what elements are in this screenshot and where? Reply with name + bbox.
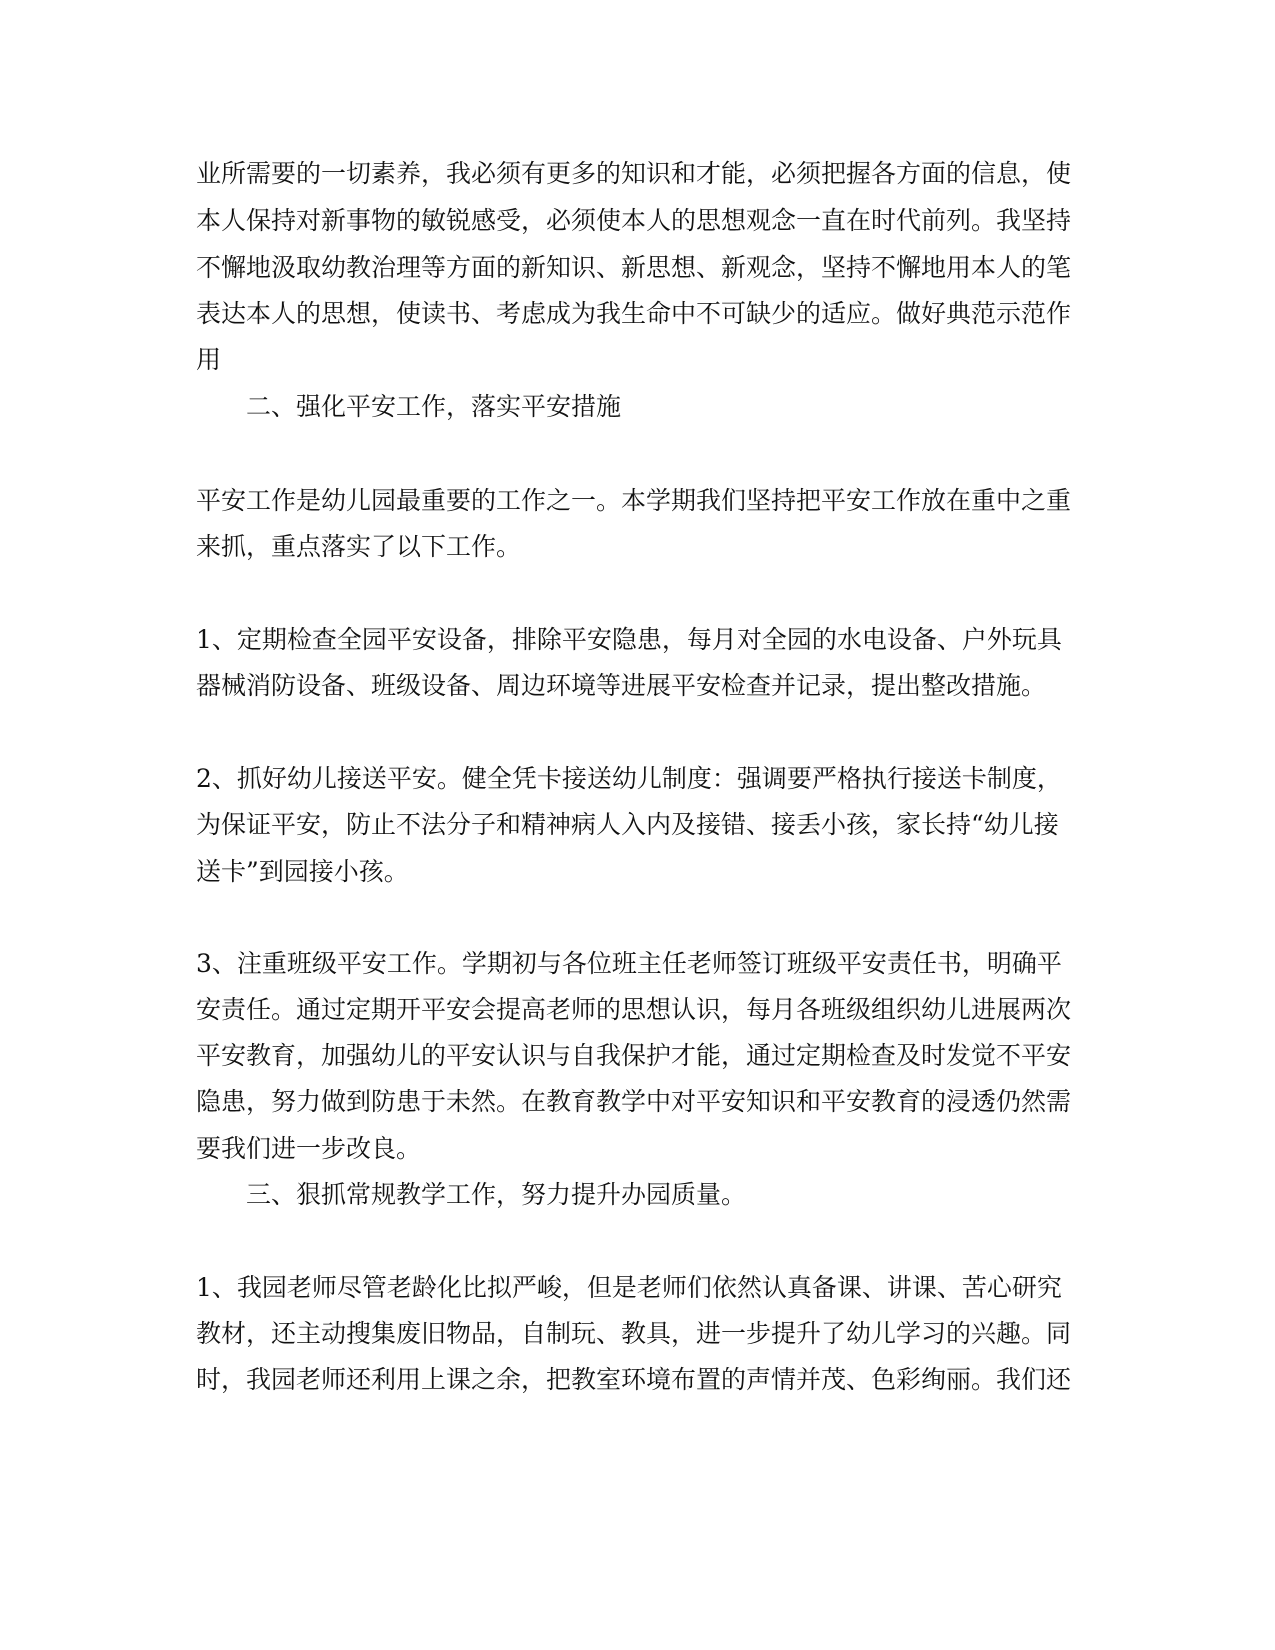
- paragraph-line: 表达本人的思想，使读书、考虑成为我生命中不可缺少的适应。做好典范示范作: [196, 299, 1072, 328]
- paragraph-line: 本人保持对新事物的敏锐感受，必须使本人的思想观念一直在时代前列。我坚持: [196, 206, 1072, 235]
- paragraph-line: 教材，还主动搜集废旧物品，自制玩、教具，进一步提升了幼儿学习的兴趣。同: [196, 1319, 1072, 1348]
- paragraph-line: 为保证平安，防止不法分子和精神病人入内及接错、接丢小孩，家长持“幼儿接: [196, 810, 1059, 839]
- paragraph-line: 送卡”到园接小孩。: [196, 857, 409, 886]
- paragraph-line: 平安教育，加强幼儿的平安认识与自我保护才能，通过定期检查及时发觉不平安: [196, 1041, 1072, 1070]
- paragraph-line: 1、定期检查全园平安设备，排除平安隐患，每月对全园的水电设备、户外玩具: [196, 625, 1062, 654]
- paragraph-line: 器械消防设备、班级设备、周边环境等进展平安检查并记录，提出整改措施。: [196, 671, 1047, 700]
- paragraph-line: 业所需要的一切素养，我必须有更多的知识和才能，必须把握各方面的信息，使: [196, 159, 1072, 188]
- paragraph-line: 时，我园老师还利用上课之余，把教室环境布置的声情并茂、色彩绚丽。我们还: [196, 1365, 1072, 1394]
- paragraph-line: 安责任。通过定期开平安会提高老师的思想认识，每月各班级组织幼儿进展两次: [196, 995, 1072, 1024]
- section-heading-2: 二、强化平安工作，落实平安措施: [246, 392, 622, 421]
- paragraph-line: 平安工作是幼儿园最重要的工作之一。本学期我们坚持把平安工作放在重中之重: [196, 486, 1072, 515]
- paragraph-line: 不懈地汲取幼教治理等方面的新知识、新思想、新观念，坚持不懈地用本人的笔: [196, 253, 1072, 282]
- paragraph-line: 2、抓好幼儿接送平安。健全凭卡接送幼儿制度：强调要严格执行接送卡制度，: [196, 764, 1062, 793]
- section-heading-3: 三、狠抓常规教学工作，努力提升办园质量。: [246, 1180, 747, 1209]
- paragraph-line: 3、注重班级平安工作。学期初与各位班主任老师签订班级平安责任书，明确平: [196, 949, 1062, 978]
- paragraph-line: 隐患，努力做到防患于未然。在教育教学中对平安知识和平安教育的浸透仍然需: [196, 1087, 1072, 1116]
- paragraph-line: 1、我园老师尽管老龄化比拟严峻，但是老师们依然认真备课、讲课、苦心研究: [196, 1273, 1062, 1302]
- paragraph-line: 用: [196, 345, 222, 374]
- paragraph-line: 要我们进一步改良。: [196, 1134, 422, 1163]
- paragraph-line: 来抓，重点落实了以下工作。: [196, 532, 522, 561]
